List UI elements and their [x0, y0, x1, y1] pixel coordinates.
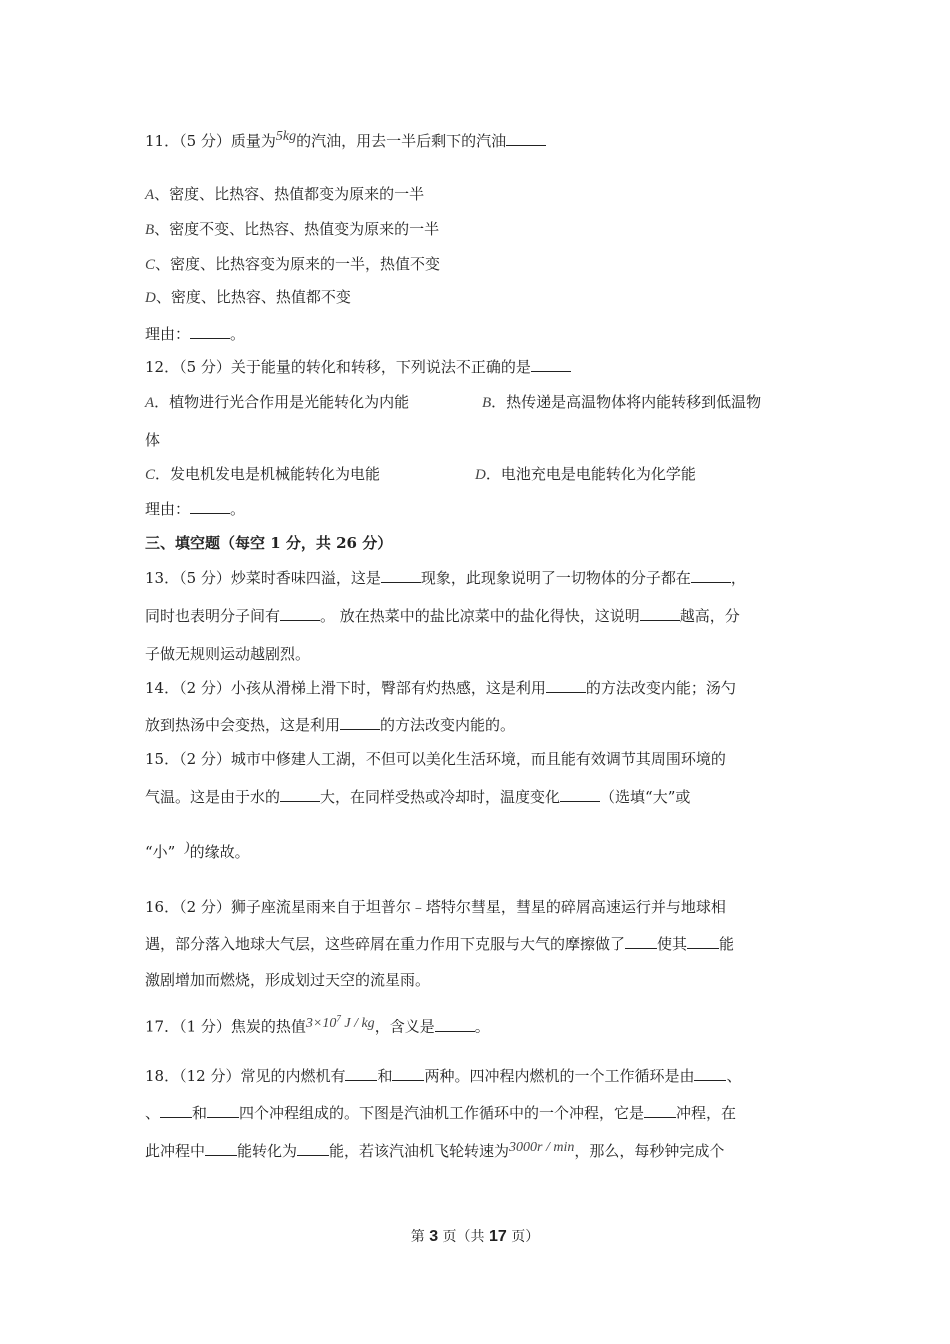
answer-blank[interactable] [640, 606, 680, 621]
answer-blank[interactable] [280, 787, 320, 802]
answer-blank[interactable] [392, 1066, 424, 1081]
mass-value: 5kg [275, 129, 297, 144]
q17-line: 17．（1 分）焦炭的热值$3\times 10^7$ J / kg，含义是 。 [145, 1013, 490, 1036]
answer-blank[interactable] [435, 1017, 475, 1032]
answer-blank[interactable] [297, 1141, 329, 1156]
page-total: 17 [489, 1228, 507, 1245]
answer-blank[interactable] [280, 606, 320, 621]
q12-option-b: B．热传递是高温物体将内能转移到低温物 [482, 393, 762, 411]
q12-option-a: A．植物进行光合作用是光能转化为内能 [145, 393, 410, 411]
q16-line1: 16．（2 分）狮子座流星雨来自于坦普尔﹣塔特尔彗星，彗星的碎屑高速运行并与地球相 [145, 898, 726, 916]
q15-line3: “小” )的缘故。 [145, 840, 250, 861]
q11-stem: 11．（5 分）质量为5kg的汽油，用去一半后剩下的汽油 [145, 131, 546, 153]
answer-blank[interactable] [160, 1103, 192, 1118]
q13-line2: 同时也表明分子间有 。 放在热菜中的盐比凉菜中的盐化得快，这说明 越高，分 [145, 607, 740, 625]
q11-option-c: C、密度、比热容变为原来的一半，热值不变 [145, 255, 441, 273]
flywheel-speed: 3000r / min [509, 1140, 575, 1155]
q12-option-c: C．发电机发电是机械能转化为电能 [145, 465, 381, 483]
answer-blank[interactable] [506, 131, 546, 146]
q12-option-d: D．电池充电是电能转化为化学能 [475, 465, 696, 483]
q18-line1: 18．（12 分）常见的内燃机有 和 两种。四冲程内燃机的一个工作循环是由 、 [145, 1067, 742, 1085]
q15-line2: 气温。这是由于水的 大，在同样受热或冷却时，温度变化 （选填“大”或 [145, 788, 691, 806]
q12-option-b-wrap: 体 [145, 431, 161, 449]
reason-blank[interactable] [190, 499, 230, 514]
answer-blank[interactable] [560, 787, 600, 802]
answer-blank[interactable] [381, 568, 421, 583]
answer-blank[interactable] [644, 1103, 676, 1118]
answer-blank[interactable] [345, 1066, 377, 1081]
answer-blank[interactable] [546, 678, 586, 693]
page-number: 3 [429, 1228, 439, 1245]
q13-line1: 13．（5 分）炒菜时香味四溢，这是 现象，此现象说明了一切物体的分子都在 ， [145, 569, 746, 587]
q11-option-d: D、密度、比热容、热值都不变 [145, 288, 351, 306]
q14-line1: 14．（2 分）小孩从滑梯上滑下时，臀部有灼热感，这是利用 的方法改变内能；汤勺 [145, 679, 736, 697]
answer-blank[interactable] [687, 934, 719, 949]
q18-line2: 、 和 四个冲程组成的。下图是汽油机工作循环中的一个冲程，它是 冲程，在 [145, 1104, 737, 1122]
q11-option-a: A、密度、比热容、热值都变为原来的一半 [145, 185, 425, 203]
q16-line3: 激剧增加而燃烧，形成划过天空的流星雨。 [145, 971, 431, 989]
answer-blank[interactable] [694, 1066, 726, 1081]
q11-reason: 理由： 。 [145, 325, 246, 343]
reason-blank[interactable] [190, 324, 230, 339]
q12-reason: 理由： 。 [145, 500, 246, 518]
q15-line1: 15．（2 分）城市中修建人工湖，不但可以美化生活环境，而且能有效调节其周围环境的 [145, 750, 726, 768]
heat-value: $3\times 10^7$ J / kg [305, 1013, 375, 1031]
section-heading: 三、填空题（每空 1 分，共 26 分） [145, 534, 393, 552]
answer-blank[interactable] [207, 1103, 239, 1118]
answer-blank[interactable] [205, 1141, 237, 1156]
answer-blank[interactable] [531, 357, 571, 372]
page-footer: 第 3 页（共 17 页） [410, 1228, 540, 1245]
q14-line2: 放到热汤中会变热，这是利用 的方法改变内能的。 [145, 716, 516, 734]
q11-option-b: B、密度不变、比热容、热值变为原来的一半 [145, 220, 440, 238]
answer-blank[interactable] [625, 934, 657, 949]
q16-line2: 遇，部分落入地球大气层，这些碎屑在重力作用下克服与大气的摩擦做了 使其 能 [145, 935, 735, 953]
answer-blank[interactable] [340, 715, 380, 730]
q18-line3: 此冲程中 能转化为 能，若该汽油机飞轮转速为3000r / min，那么，每秒钟完成个 [145, 1140, 725, 1160]
answer-blank[interactable] [691, 568, 731, 583]
q13-line3: 子做无规则运动越剧烈。 [145, 645, 311, 663]
q12-stem: 12．（5 分）关于能量的转化和转移，下列说法不正确的是 [145, 357, 571, 377]
